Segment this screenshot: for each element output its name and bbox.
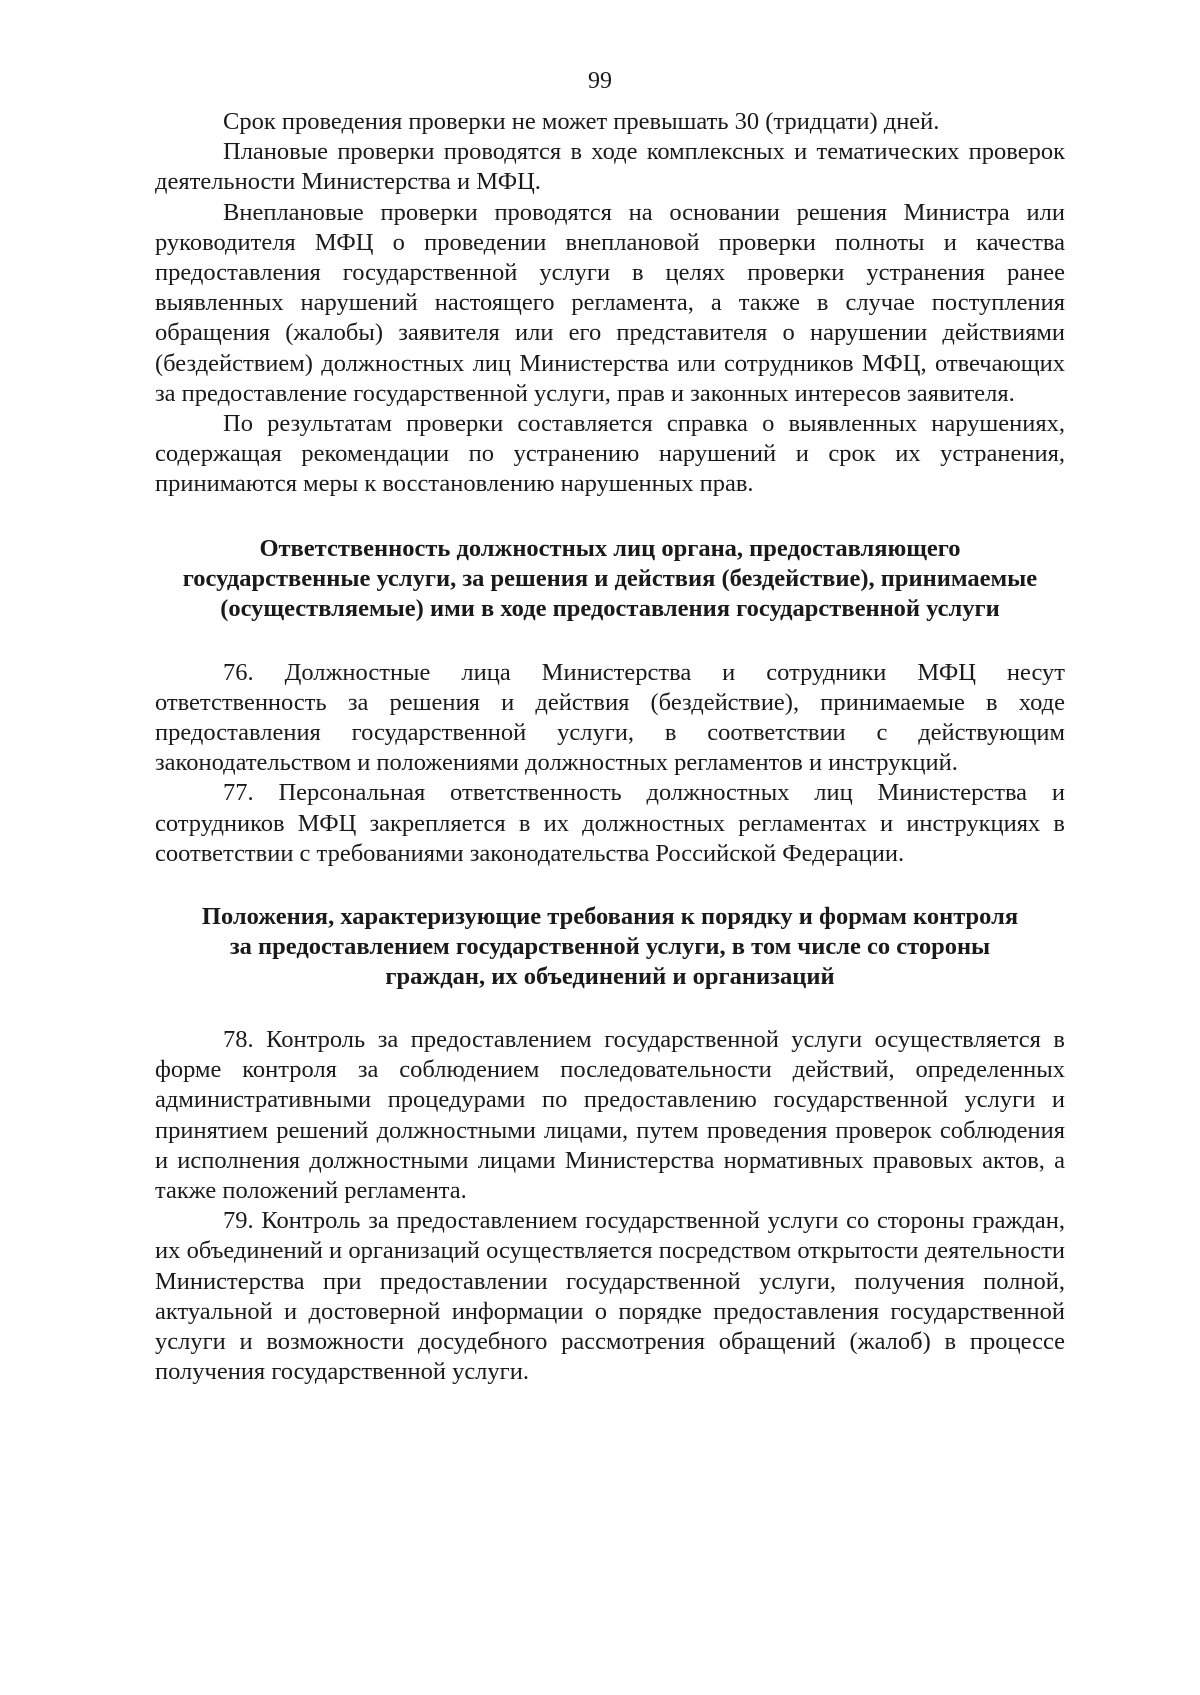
- heading-line: за предоставлением государственной услуги, в том числе со стороны: [229, 933, 991, 961]
- heading-line: (осуществляемые) ими в ходе предоставления государственной услуги: [220, 594, 1000, 622]
- paragraph-planned-inspections: Плановые проверки проводятся в ходе комплексных и тематических проверок деятельности Министерства и МФЦ.: [155, 138, 1065, 196]
- paragraph-inspection-results: По результатам проверки составляется справка о выявленных нарушениях, содержащая рекомендации по устранению нарушений и срок их устранения, принимаются меры к восстановлению нарушенных прав.: [155, 410, 1065, 498]
- paragraph-unscheduled-inspections: Внеплановые проверки проводятся на основании решения Министра или руководителя МФЦ о проведении внеплановой проверки полноты и качества предоставления государственной услуги в целях проверки устранения ранее выявленных нарушений настоящего регламента, а также в случае поступления обращения (жалобы) заявителя или его представителя о нарушении действиями (бездействием) должностных лиц Министерства или сотрудников МФЦ, отвечающих за предоставление государственной услуги, прав и законных интересов заявителя.: [155, 198, 1065, 407]
- heading-line: Положения, характеризующие требования к порядку и формам контроля: [201, 903, 1019, 931]
- paragraph-78: 78. Контроль за предоставлением государственной услуги осуществляется в форме контроля за соблюдением последовательности действий, определенных административными процедурами по предоставлению государственной услуги и принятием решений должностными лицами, путем проведения проверок соблюдения и исполнения должностными лицами Министерства нормативных правовых актов, а также положений регламента.: [155, 1026, 1065, 1205]
- page-number: 99: [588, 68, 612, 94]
- document-body: [155, 107, 1065, 1388]
- heading-line: Ответственность должностных лиц органа, предоставляющего: [259, 534, 961, 562]
- section-heading-responsibility: [155, 534, 1065, 624]
- paragraph-77: 77. Персональная ответственность должностных лиц Министерства и сотрудников МФЦ закрепляется в их должностных регламентах и инструкциях в соответствии с требованиями законодательства Российской Федерации.: [155, 779, 1065, 867]
- paragraph-inspection-term: Срок проведения проверки не может превышать 30 (тридцати) дней.: [223, 108, 940, 135]
- heading-line: государственные услуги, за решения и действия (бездействие), принимаемые: [182, 564, 1038, 592]
- paragraph-76: 76. Должностные лица Министерства и сотрудники МФЦ несут ответственность за решения и действия (бездействие), принимаемые в ходе предоставления государственной услуги, в соответствии с действующим законодательством и положениями должностных регламентов и инструкций.: [155, 658, 1065, 777]
- paragraph-79: 79. Контроль за предоставлением государственной услуги со стороны граждан, их объединений и организаций осуществляется посредством открытости деятельности Министерства при предоставлении государственной услуги, получения полной, актуальной и достоверной информации о порядке предоставления государственной услуги и возможности досудебного рассмотрения обращений (жалоб) в процессе получения государственной услуги.: [155, 1207, 1065, 1386]
- section-heading-control: [155, 902, 1065, 992]
- heading-line: граждан, их объединений и организаций: [385, 963, 835, 991]
